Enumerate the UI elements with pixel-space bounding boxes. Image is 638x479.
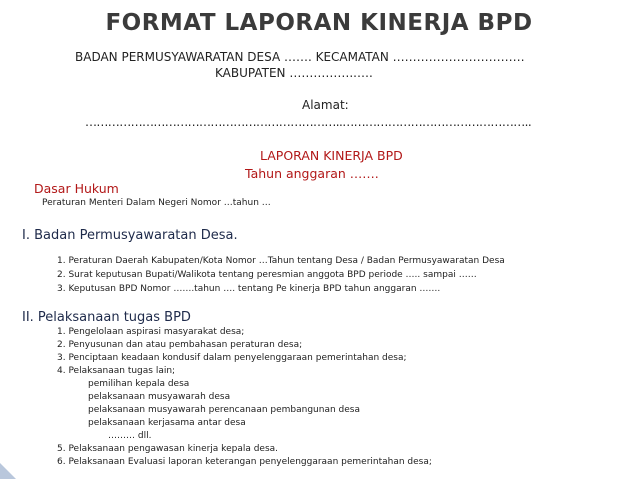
section-2-item: 5. Pelaksanaan pengawasan kinerja kepala desa.	[57, 444, 279, 454]
section-1-item: 1. Peraturan Daerah Kabupaten/Kota Nomor …Tahun tentang Desa / Badan Permusyawaratan Desa	[57, 256, 505, 266]
report-year-line: Tahun anggaran …….	[245, 166, 379, 181]
address-dotted-line: …………………………………………………………..…………………………………………..	[85, 115, 532, 129]
section-2-subitem: ……… dll.	[108, 431, 152, 441]
section-1-heading: I. Badan Permusyawaratan Desa.	[22, 228, 238, 243]
section-1-item: 2. Surat keputusan Bupati/Walikota tentang peresmian anggota BPD periode ….. sampai ……	[57, 270, 477, 280]
header-line-2: KABUPATEN ……………..….	[215, 66, 373, 80]
section-2-item: 4. Pelaksanaan tugas lain;	[57, 366, 176, 376]
section-2-heading: II. Pelaksanaan tugas BPD	[22, 310, 191, 325]
address-label: Alamat:	[302, 98, 349, 112]
report-title: LAPORAN KINERJA BPD	[260, 148, 403, 163]
legal-basis-label: Dasar Hukum	[34, 181, 119, 196]
section-2-item: 3. Penciptaan keadaan kondusif dalam penyelenggaraan pemerintahan desa;	[57, 353, 407, 363]
section-1-item: 3. Keputusan BPD Nomor …….tahun …. tentang Pe kinerja BPD tahun anggaran …….	[57, 284, 441, 294]
header-line-1: BADAN PERMUSYAWARATAN DESA ……. KECAMATAN ……………………………	[75, 50, 525, 64]
section-2-item: 2. Penyusunan dan atau pembahasan peraturan desa;	[57, 340, 303, 350]
slide-corner-decoration	[0, 463, 16, 479]
section-2-subitem: pelaksanaan musyawarah desa	[88, 392, 231, 402]
slide-title: FORMAT LAPORAN KINERJA BPD	[105, 10, 533, 36]
section-2-item: 1. Pengelolaan aspirasi masyarakat desa;	[57, 327, 245, 337]
section-2-subitem: pelaksanaan kerjasama antar desa	[88, 418, 246, 428]
section-2-item: 6. Pelaksanaan Evaluasi laporan keterangan penyelenggaraan pemerintahan desa;	[57, 457, 432, 467]
section-2-subitem: pelaksanaan musyawarah perencanaan pembangunan desa	[88, 405, 360, 415]
legal-basis-text: Peraturan Menteri Dalam Negeri Nomor …tahun …	[42, 198, 271, 208]
section-2-subitem: pemilihan kepala desa	[88, 379, 190, 389]
